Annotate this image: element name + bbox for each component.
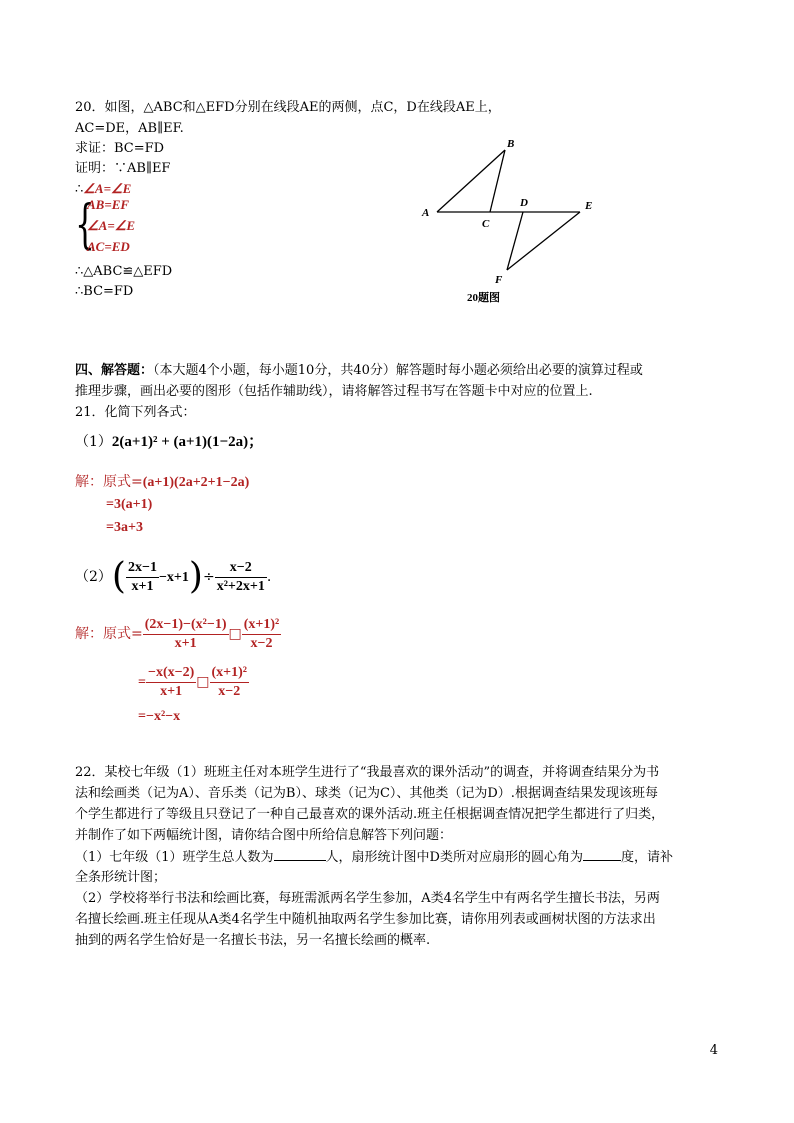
q21-part2-frac1: [126, 559, 159, 596]
sol2-box-symbol: □: [196, 674, 210, 690]
sol1-frac1-den: x+1: [174, 635, 197, 651]
label-f: F: [495, 274, 503, 286]
q22-line7: （2）学校将举行书法和绘画比赛，每班需派两名学生参加，A类4名学生中有两名学生擅长书法，另两: [75, 891, 660, 906]
answer-blank-angle[interactable]: [583, 848, 621, 861]
q20-line2: AC=DE，AB∥EF.: [75, 121, 184, 136]
segment-bc: [490, 150, 505, 212]
label-b: B: [507, 138, 515, 150]
q21-part1-expr: 2(a+1)² + (a+1)(1−2a)；: [111, 434, 264, 450]
left-paren-icon: (: [111, 556, 126, 597]
q20-step2: ∴△ABC≌△EFD: [75, 264, 173, 279]
q21-part2-label: （2）: [75, 569, 112, 585]
q22-line5: [75, 848, 673, 867]
q22-line5-part-a: （1）七年级（1）班学生总人数为: [75, 850, 274, 865]
sol2-frac2-den: x−2: [218, 683, 241, 699]
segment-ef: [507, 212, 580, 270]
sol2-equals: =: [138, 675, 146, 690]
section4-intro-line2: 推理步骤，画出必要的图形（包括作辅助线），请将解答过程书写在答题卡中对应的位置上.: [75, 384, 593, 399]
q20-step3: ∴BC=FD: [75, 284, 134, 299]
label-a: A: [422, 207, 430, 219]
left-brace-icon: {: [75, 195, 95, 255]
q21-part1-sol3: =3a+3: [106, 520, 143, 535]
q22-line5-part-b: 人，扇形统计图中D类所对应扇形的圆心角为: [325, 850, 583, 865]
q22-line6: 全条形统计图；: [75, 870, 167, 885]
frac2-denominator: x²+2x+1: [216, 578, 265, 594]
q22-line3: 个学生都进行了等级且只登记了一种自己最喜欢的课外活动.班主任根据调查情况把学生都进行了归类，: [75, 807, 665, 822]
q21-part2: [75, 555, 271, 600]
figure-caption: 20题图: [467, 292, 500, 304]
section4-intro: [75, 361, 643, 380]
q20-figure: [410, 130, 610, 310]
q21-part1: [75, 433, 263, 451]
sol2-frac2-num: (x+1)²: [210, 664, 250, 683]
answer-blank-total[interactable]: [274, 848, 326, 861]
q21-part2-end: .: [266, 569, 272, 585]
q21-part2-sol2-frac1: [146, 664, 196, 701]
q22-line4: 并制作了如下两幅统计图，请你结合图中所给信息解答下列问题：: [75, 828, 453, 843]
q21-part2-sol1: [75, 612, 281, 656]
therefore-symbol: ∴: [75, 182, 84, 197]
q22-line8: 名擅长绘画.班主任现从A类4名学生中随机抽取两名学生参加比赛，请你用列表或画树状图的方法求出: [75, 912, 656, 927]
q21-part2-sol2-frac2: [210, 664, 250, 701]
segment-ab: [437, 150, 505, 212]
q22-line2: 法和绘画类（记为A）、音乐类（记为B）、球类（记为C）、其他类（记为D）.根据调查结果发现该班每: [75, 786, 658, 801]
sol1-box-symbol: □: [228, 626, 242, 642]
q20-proof-start: 证明：∵AB∥EF: [75, 161, 171, 176]
q21-part2-sol3: =−x²−x: [138, 709, 181, 724]
q21-part2-sol-label: 解：原式=: [75, 626, 143, 642]
q21-title: 21．化简下列各式：: [75, 405, 196, 420]
section4-heading: 四、解答题：: [75, 362, 154, 377]
label-d: D: [520, 197, 528, 209]
frac1-denominator: x+1: [131, 578, 154, 594]
page-number: 4: [709, 1043, 718, 1058]
q21-part1-sol1: (a+1)(2a+2+1−2a): [142, 475, 250, 490]
q20-sys-row-3: AC=ED: [87, 239, 130, 254]
q21-part2-mid: −x+1: [158, 570, 189, 585]
sol1-frac1-num: (2x−1)−(x²−1): [143, 616, 229, 635]
sol1-frac2-num: (x+1)²: [242, 616, 282, 635]
label-e: E: [585, 200, 593, 212]
q21-part2-sol2: [138, 660, 249, 705]
q22-line5-part-c: 度，请补: [620, 850, 673, 865]
frac2-numerator: x−2: [215, 559, 267, 578]
q21-part2-frac2: [215, 559, 267, 596]
q20-sys-row-2: ∠A=∠E: [87, 218, 136, 233]
q20-sys-row-1: AB=EF: [87, 197, 130, 212]
frac1-numerator: 2x−1: [126, 559, 159, 578]
right-paren-icon: ): [188, 556, 203, 597]
sol1-frac2-den: x−2: [250, 635, 273, 651]
section4-intro-rest: （本大题4个小题，每小题10分，共40分）解答题时每小题必须给出必要的演算过程或: [153, 363, 643, 378]
segment-fd: [507, 212, 523, 270]
q21-part2-sol1-frac2: [242, 616, 282, 653]
label-c: C: [482, 218, 490, 230]
sol2-frac1-den: x+1: [160, 683, 183, 699]
q21-part1-label: （1）: [75, 434, 112, 450]
q20-line1: 20．如图，△ABC和△EFD分别在线段AE的两侧，点C，D在线段AE上，: [75, 100, 501, 115]
q21-part1-solution: [75, 473, 249, 492]
sol2-frac1-num: −x(x−2): [146, 664, 196, 683]
q22-line9: 抽到的两名学生恰好是一名擅长书法，另一名擅长绘画的概率.: [75, 933, 431, 948]
q20-prove: 求证：BC=FD: [75, 141, 165, 156]
q20-step1-angle: ∠A=∠E: [83, 181, 132, 196]
q21-part2-sol1-frac1: [143, 616, 229, 653]
q20-congruence-system: [75, 195, 155, 259]
q21-part1-sol2: =3(a+1): [106, 497, 153, 512]
q21-part1-sol-label: 解：原式=: [75, 474, 143, 490]
divide-symbol: ÷: [202, 569, 215, 585]
q22-line1: 22．某校七年级（1）班班主任对本班学生进行了“我最喜欢的课外活动”的调查，并将调查结果分为书: [75, 765, 660, 780]
